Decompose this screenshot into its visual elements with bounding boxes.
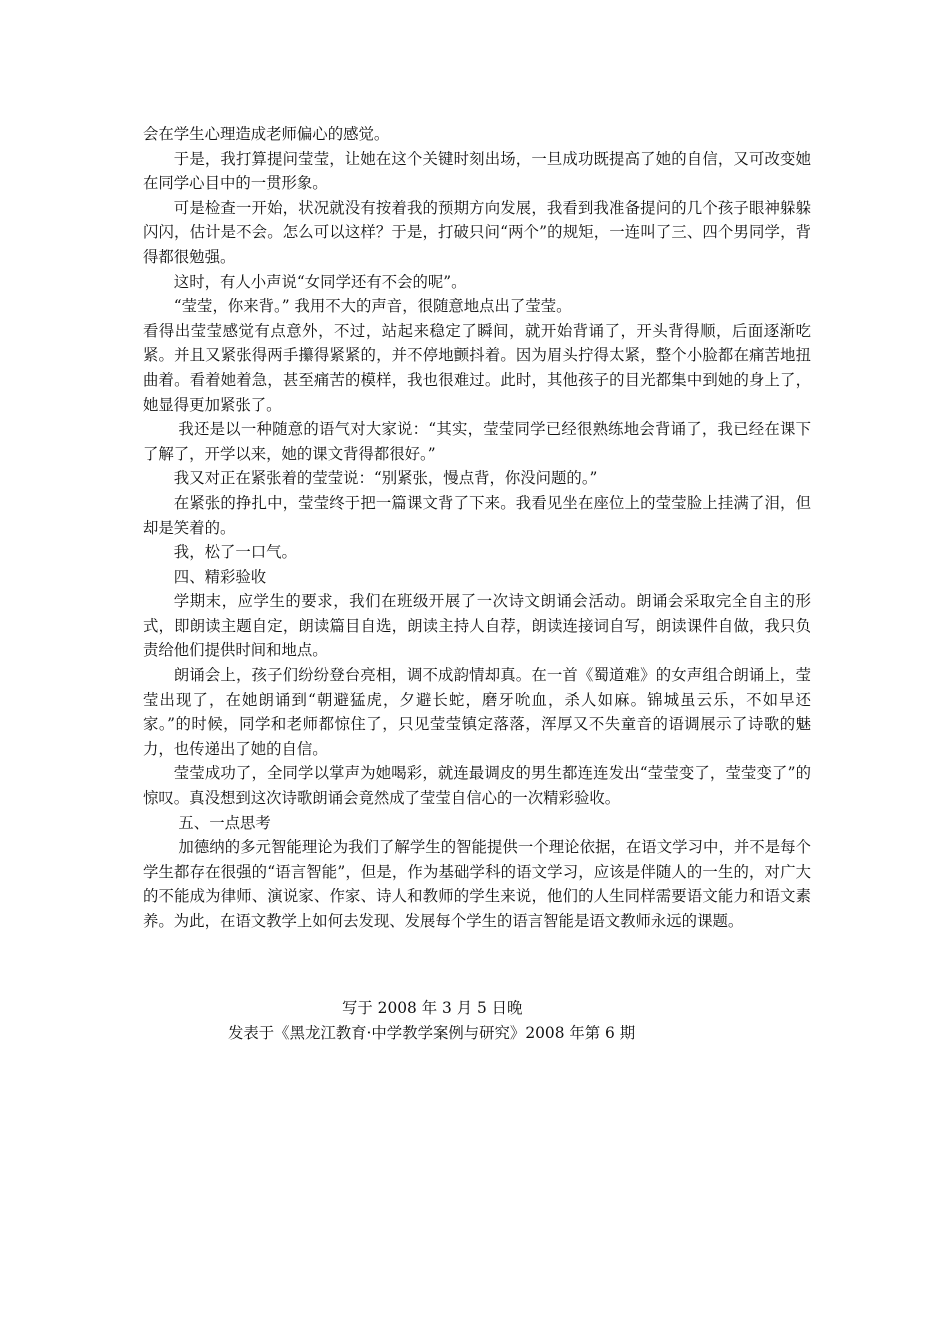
paragraph: “莹莹，你来背。” 我用不大的声音，很随意地点出了莹莹。 <box>173 297 572 316</box>
paragraph: 会在学生心理造成老师偏心的感觉。 <box>143 125 390 143</box>
paragraph: 在紧张的挣扎中，莹莹终于把一篇课文背了下来。我看见坐在座位上的莹莹脸上挂满了泪，但却是笑着的。 <box>143 493 811 537</box>
paragraph: 这时，有人小声说“女同学还有不会的呢”。 <box>173 272 467 291</box>
section-heading: 五、一点思考 <box>178 813 271 832</box>
paragraph: 学期末，应学生的要求，我们在班级开展了一次诗文朗诵会活动。朗诵会采取完全自主的形式，即朗读主题自定，朗读篇目自选，朗读主持人自荐，朗读连接词自写，朗读课件自做，我只负责给他们提供时间和地点。 <box>143 592 811 660</box>
article-body <box>143 122 811 934</box>
paragraph: 我又对正在紧张着的莹莹说：“别紧张，慢点背，你没问题的。” <box>173 469 598 488</box>
paragraph: 莹莹成功了，全同学以掌声为她喝彩，就连最调皮的男生都连连发出“莹莹变了，莹莹变了”的惊叹。真没想到这次诗歌朗诵会竟然成了莹莹自信心的一次精彩验收。 <box>143 764 811 808</box>
section-heading: 四、精彩验收 <box>173 567 267 586</box>
paragraph: 朗诵会上，孩子们纷纷登台亮相，调不成韵情却真。在一首《蜀道难》的女声组合朗诵上，莹莹出现了，在她朗诵到“朝避猛虎，夕避长蛇，磨牙吮血，杀人如麻。锦城虽云乐，不如早还家。”的时候，同学和老师都惊住了，只见莹莹镇定落落，浑厚又不失童音的语调展示了诗歌的魅力，也传递出了她的自信。 <box>143 666 811 758</box>
publication-note: 发表于《黑龙江教育·中学教学案例与研究》2008 年第 6 期 <box>228 1024 636 1042</box>
paragraph: 我，松了一口气。 <box>173 543 297 562</box>
paragraph: 加德纳的多元智能理论为我们了解学生的智能提供一个理论依据，在语文学习中，并不是每个学生都存在很强的“语言智能”，但是，作为基础学科的语文学习，应该是伴随人的一生的，对广大的不能成为律师、演说家、作家、诗人和教师的学生来说，他们的人生同样需要语文能力和语文素养。为此，在语文教学上如何去发现、发展每个学生的语言智能是语文教师永远的课题。 <box>143 838 811 930</box>
paragraph: 于是，我打算提问莹莹，让她在这个关键时刻出场，一旦成功既提高了她的自信，又可改变她在同学心目中的一贯形象。 <box>143 149 811 193</box>
paragraph: 看得出莹莹感觉有点意外，不过，站起来稳定了瞬间，就开始背诵了，开头背得顺，后面逐渐吃紧。并且又紧张得两手攥得紧紧的，并不停地颤抖着。因为眉头拧得太紧，整个小脸都在痛苦地扭曲着。看着她着急，甚至痛苦的模样，我也很难过。此时，其他孩子的目光都集中到她的身上了，她显得更加紧张了。 <box>143 321 811 414</box>
signature-date: 写于 2008 年 3 月 5 日晚 <box>342 999 523 1017</box>
paragraph: 可是检查一开始，状况就没有按着我的预期方向发展，我看到我准备提问的几个孩子眼神躲躲闪闪，估计是不会。怎么可以这样？于是，打破只问“两个”的规矩，一连叫了三、四个男同学，背得都很勉强。 <box>143 198 811 266</box>
paragraph: 我还是以一种随意的语气对大家说：“其实，莹莹同学已经很熟练地会背诵了，我已经在课下了解了，开学以来，她的课文背得都很好。” <box>143 420 811 463</box>
